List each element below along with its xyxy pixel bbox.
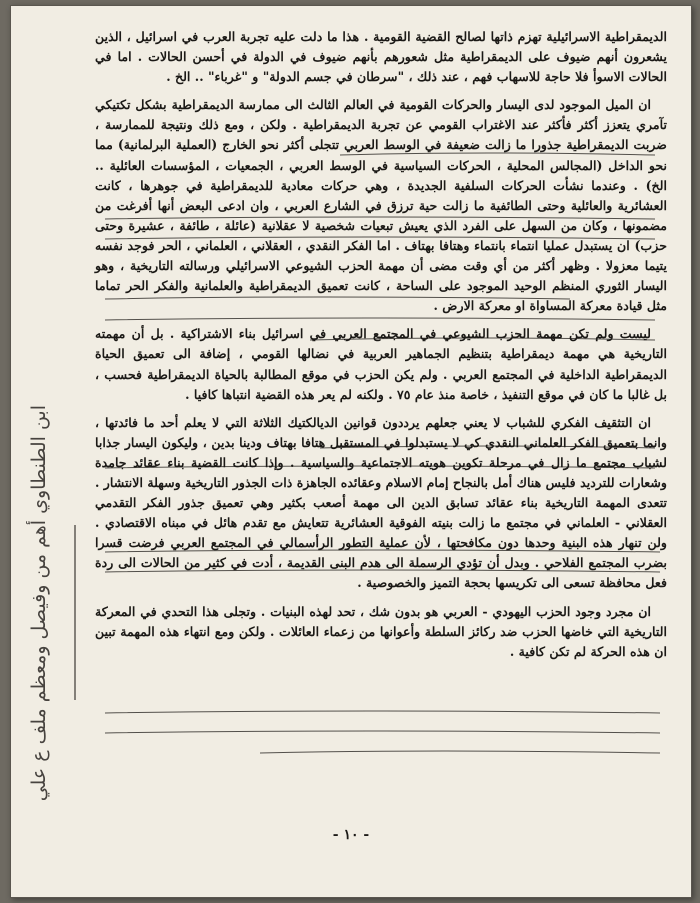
underline-mark — [105, 731, 660, 733]
document-page — [10, 5, 692, 898]
paragraph-3: ليست ولم تكن مهمة الحزب الشيوعي في المجتمع العربي في اسرائيل بناء الاشتراكية . بل أن مهمته التاريخية هي مهمة ديمقراطية بتنظيم الجماهير العربية في نضالها القومي ، إضافة الى تعميق الحياة الديمقراطية الداخلية في المجتمع العربي . ولم يكن الحزب في موقع المطالبة بالحياة الديمقراطية فحسب ، بل غالبا ما كان في موقع التنفيذ ، خاصة منذ عام ٧٥ . ولكنه لم يعر هذه القضية انتباها كافيا . — [95, 326, 667, 402]
article-body — [95, 27, 667, 662]
underline-mark — [260, 751, 660, 753]
paragraph-4: ان التثقيف الفكري للشباب لا يعني جعلهم يرددون قوانين الديالكتيك الثلاثة التي لا يعلم أحد ما فائدتها ، وانما بتعميق الفكر العلماني النقدي كي لا يستبدلوا في المستقبل هتافا بهتاف ودينا بدين ، وليكون اليسار جذابا لشباب مجتمع ما زال في مرحلة تكوين هويته الاجتماعية والسياسية . وإذا كانت القضية بناء عقائد جامدة وشعارات للترديد فليس هناك أمل بالنجاح إمام الاسلام وعقائده الجاهزة ذات الجذور التاريخية وسهلة الانتشار . تتعدى المهمة التاريخية بناء عقائد تسابق الدين الى مهمة أصعب بكثير وهي تعميق جذور الفكر التقدمي العقلاني - العلماني في مجتمع ما زالت بنيته الفوقية العشائرية تتعايش مع تقدم هائل في مبناه الاقتصادي . ولن تنهار هذه البنية وحدها دون مكافحتها ، لأن عملية التطور الرأسمالي في المجتمع العربي فرضت قسرا بضرب المجتمع الفلاحي . وبدل أن تؤدي الرسملة الى هدم البنى القديمة ، أدت في كثير من الحالات الى ردة فعل محافظة تسعى الى تكريسها بحجة التميز والخصوصية . — [95, 414, 667, 591]
paragraph-5: ان مجرد وجود الحزب اليهودي - العربي هو بدون شك ، تحد لهذه البنيات . وتجلى هذا التحدي في المعركة التاريخية التي خاضها الحزب ضد ركائز السلطة وأعوانها من زعماء العائلات . ولكن ومع انتهاء هذه المهمة تبين ان هذه الحركة لم تكن كافية . — [95, 603, 667, 659]
underline-mark — [105, 711, 660, 713]
page-number: - ١٠ - — [332, 827, 370, 843]
paragraph-2: ان الميل الموجود لدى اليسار والحركات القومية في العالم الثالث الى ممارسة الديمقراطية بشكل تكتيكي تآمري يتعزز أكثر فأكثر عند الاغتراب القومي عن تجربة الديمقراطية . ولكن ، ومع ذلك ونتيجة للممارسة ، ضربت الديمقراطية جذورا ما زالت ضعيفة في الوسط العربي تتجلى أكثر نحو الخارج (العملية البرلمانية) مما نحو الداخل (المجالس المحلية ، الحركات السياسية في الوسط العربي ، الجمعيات ، المؤسسات العائلية .. الخ) . وعندما نشأت الحركات السلفية الجديدة ، وهي حركات معادية للديمقراطية في جوهرها ، كانت العشائرية والعائلية وحتى الطائفية ما زالت حية ترزق في الشارع العربي ، وان ادعى البعض أنها أفرغت من مضمونها ، وكان من السهل على الفرد الذي يعيش تبعيات شخصية لا عقلانية (عائلة ، طائفة ، عشيرة وحتى حزب) ان يستبدل عمليا انتماء بانتماء وهتافا بهتاف . اما الفكر النقدي ، العقلاني ، العلماني ، الحر فوجد نفسه يتيما معزولا . وظهر أكثر من أي وقت مضى أن مهمة الحزب الشيوعي الاسرائيلي ورسالته التاريخية ، وهو اليسار الثوري المنظم الوحيد الموجود على الساحة ، كانت تعميق الديمقراطية والعلمانية والفكر الحر تماما مثل قيادة معركة المساواة او معركة الارض . — [95, 97, 667, 314]
handwritten-margin-note: ابن الطنطاوي أهم من وفيصل ومعظم ملف ع علي — [28, 405, 50, 802]
margin-bracket-mark — [74, 525, 76, 700]
paragraph-1: الديمقراطية الاسرائيلية تهزم ذاتها لصالح القضية القومية . هذا ما دلت عليه تجربة العرب في اسرائيل ، الذين يشعرون أنهم ضيوف على الديمقراطية مثل شعورهم بأنهم ضيوف في الدولة في أحسن الحالات . اما في الحالات الاسوأ فلا حاجة للاسهاب فهم ، عند ذلك ، "سرطان في جسم الدولة" و "غرباء" .. الخ . — [95, 29, 667, 85]
